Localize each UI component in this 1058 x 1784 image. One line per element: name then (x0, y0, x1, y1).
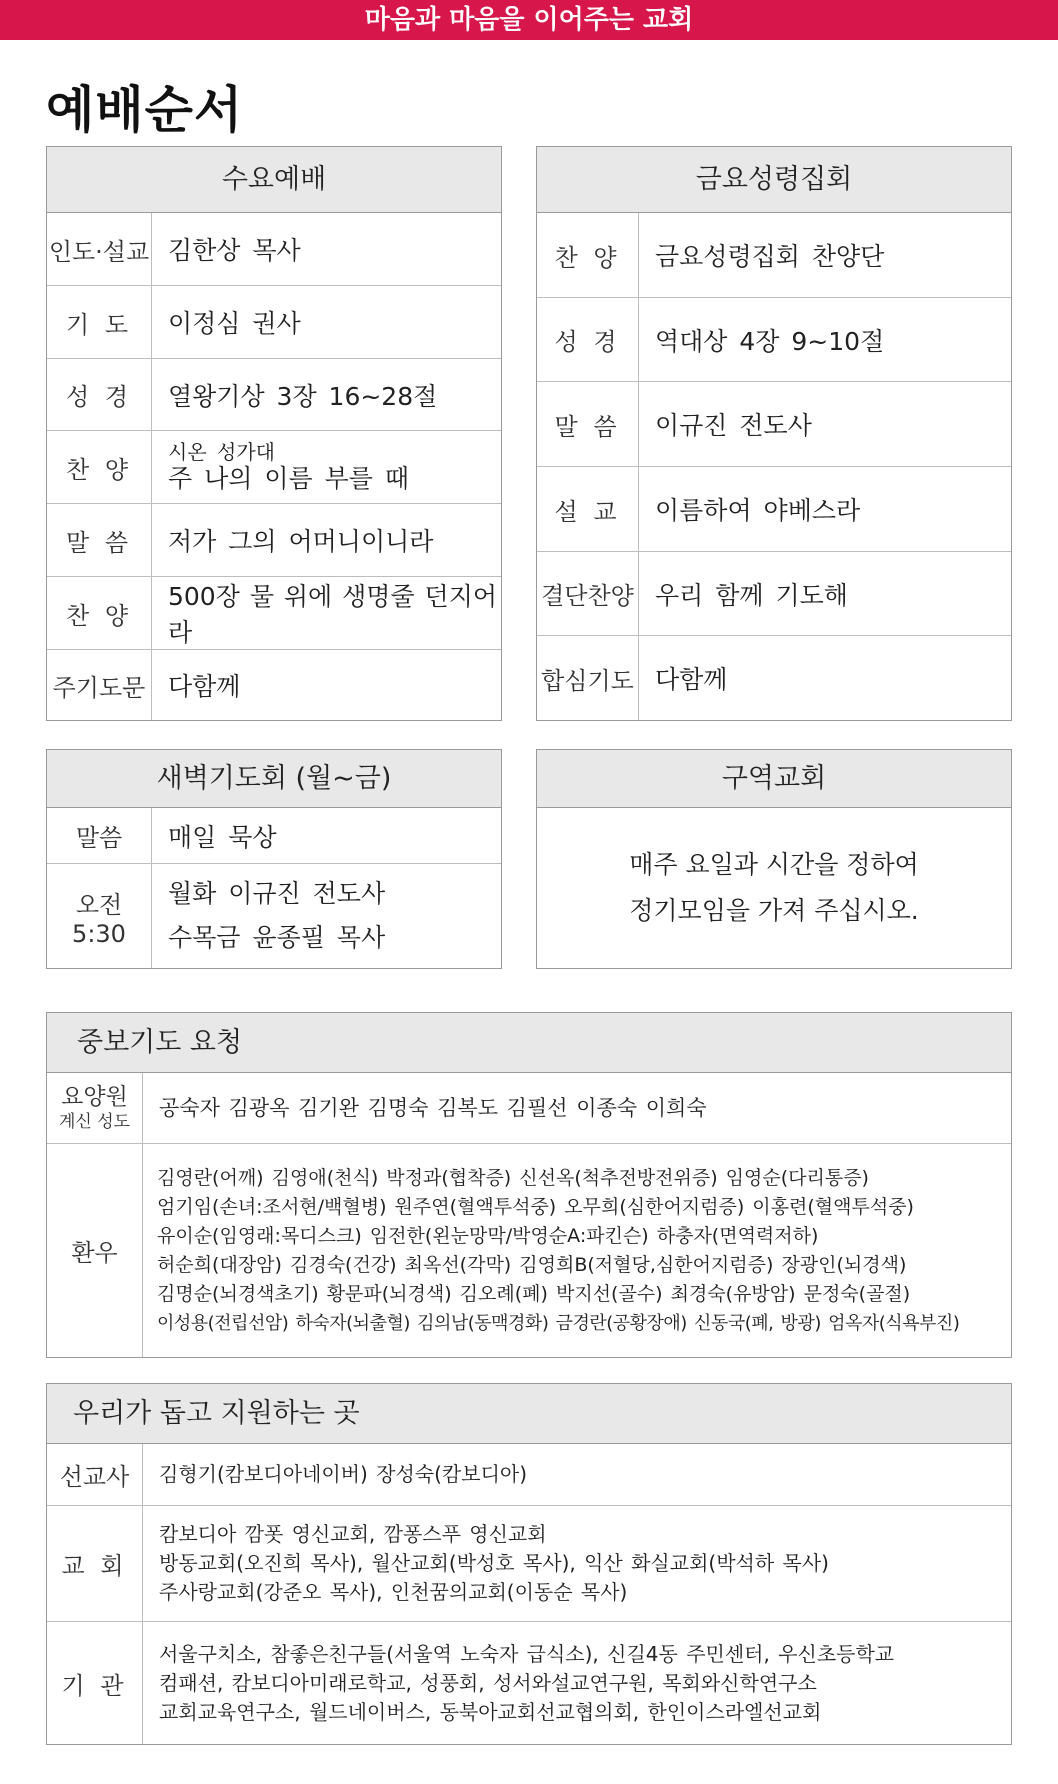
nursing-home-row (47, 1073, 1011, 1144)
friday-row-text: 역대상 4장 9~10절 (655, 326, 885, 356)
district-church-title: 구역교회 (537, 750, 1011, 808)
nursing-home-value (143, 1073, 1011, 1143)
wednesday-row-label: 말 씀 (47, 504, 152, 576)
dawn-prayer-title: 새벽기도회 (월~금) (47, 750, 501, 808)
wednesday-service-box (46, 146, 502, 721)
dawn-row-label: 말씀 (47, 808, 152, 863)
org-label: 기 관 (47, 1622, 143, 1744)
friday-row-text: 금요성령집회 찬양단 (655, 242, 885, 271)
wednesday-row-value (152, 359, 501, 430)
org-line: 교회교육연구소, 월드네이버스, 동북아교회선교협의회, 한인이스라엘선교회 (159, 1699, 822, 1724)
district-church-box (536, 749, 1012, 969)
nursing-home-names: 공숙자 김광옥 김기완 김명숙 김복도 김필선 이종숙 이희숙 (159, 1095, 707, 1120)
missionary-label: 선교사 (47, 1444, 143, 1505)
wednesday-row-label: 기 도 (47, 286, 152, 358)
wednesday-row-text: 이정심 권사 (168, 309, 301, 338)
dawn-row-text: 월화 이규진 전도사 (168, 879, 386, 908)
missionary-row (47, 1444, 1011, 1506)
wednesday-row-label: 주기도문 (47, 650, 152, 720)
wednesday-row-text: 시온 성가대 (168, 440, 275, 464)
friday-row (537, 298, 1011, 382)
wednesday-row-value (152, 431, 501, 503)
wednesday-row-text: 500장 물 위에 생명줄 던지어라 (168, 582, 498, 647)
friday-row-value (639, 636, 1011, 720)
wednesday-row-text: 저가 그의 어머니이니라 (168, 527, 434, 556)
wednesday-row-text: 김한상 목사 (168, 236, 301, 265)
dawn-row-value (152, 808, 501, 863)
org-value (143, 1622, 1011, 1744)
dawn-row-text: 수목금 윤종필 목사 (168, 923, 386, 952)
church-line: 방동교회(오진희 목사), 월산교회(박성호 목사), 익산 화실교회(박석하 목사) (159, 1551, 829, 1575)
nursing-home-label-sub: 계신 성도 (58, 1112, 131, 1132)
dawn-row-text: 매일 묵상 (168, 822, 277, 852)
friday-row (537, 636, 1011, 720)
patients-line: 허순희(대장암) 김경숙(건강) 최옥선(각막) 김영희B(저혈당,심한어지럼증) 장광인(뇌경색) (157, 1253, 907, 1276)
wednesday-row (47, 213, 501, 286)
wednesday-row (47, 286, 501, 359)
org-line: 컴패션, 캄보디아미래로학교, 성풍회, 성서와설교연구원, 목회와신학연구소 (159, 1670, 817, 1695)
wednesday-row-value (152, 286, 501, 358)
church-value (143, 1506, 1011, 1621)
friday-row-text: 이규진 전도사 (655, 411, 812, 440)
support-title: 우리가 돕고 지원하는 곳 (47, 1384, 1011, 1444)
district-church-line: 매주 요일과 시간을 정하여 (629, 850, 919, 879)
wednesday-row (47, 431, 501, 504)
friday-row-value (639, 298, 1011, 381)
church-line: 주사랑교회(강준오 목사), 인천꿈의교회(이동순 목사) (159, 1580, 628, 1604)
nursing-home-label-main: 요양원 (61, 1084, 128, 1110)
dawn-prayer-box (46, 749, 502, 969)
wednesday-row-text: 다함께 (168, 672, 241, 701)
patients-row (47, 1144, 1011, 1357)
top-banner: 마음과 마음을 이어주는 교회 (0, 0, 1058, 40)
friday-row-value (639, 382, 1011, 466)
friday-row-label: 합심기도 (537, 636, 639, 720)
prayer-request-title: 중보기도 요청 (47, 1013, 1011, 1073)
wednesday-row (47, 650, 501, 720)
friday-row-value (639, 213, 1011, 297)
wednesday-row (47, 504, 501, 577)
friday-row-label: 설 교 (537, 467, 639, 551)
wednesday-service-title: 수요예배 (47, 147, 501, 213)
patients-line: 유이순(임영래:목디스크) 임전한(왼눈망막/박영순A:파킨슨) 하충자(면역력저하) (157, 1224, 819, 1247)
friday-row-text: 다함께 (655, 665, 728, 694)
dawn-row (47, 864, 501, 968)
church-label: 교 회 (47, 1506, 143, 1621)
wednesday-row-label: 찬 양 (47, 577, 152, 649)
friday-service-box (536, 146, 1012, 721)
page-title: 예배순서 (46, 81, 244, 139)
wednesday-row-label: 찬 양 (47, 431, 152, 503)
wednesday-row-label: 인도·설교 (47, 213, 152, 285)
patients-line: 엄기임(손녀:조서현/백혈병) 원주연(혈액투석중) 오무희(심한어지럼증) 이홍련(혈액투석중) (157, 1195, 914, 1218)
friday-row-value (639, 552, 1011, 635)
patients-value (143, 1144, 1011, 1357)
friday-row-text: 우리 함께 기도해 (655, 580, 848, 610)
support-box (46, 1383, 1012, 1745)
org-line: 서울구치소, 참좋은친구들(서울역 노숙자 급식소), 신길4동 주민센터, 우신초등학교 (159, 1641, 895, 1666)
org-row (47, 1622, 1011, 1744)
patients-line: 이성용(전립선암) 하숙자(뇌출혈) 김의남(동맥경화) 금경란(공황장애) 신동국(폐, 방광) 엄옥자(식욕부진) (157, 1312, 960, 1334)
wednesday-row-value (152, 504, 501, 576)
dawn-row (47, 808, 501, 864)
dawn-row-value (152, 864, 501, 968)
friday-row (537, 467, 1011, 552)
friday-row-label: 찬 양 (537, 213, 639, 297)
friday-row-label: 성 경 (537, 298, 639, 381)
missionary-value (143, 1444, 1011, 1505)
wednesday-row (47, 577, 501, 650)
prayer-request-box (46, 1012, 1012, 1358)
district-church-text (537, 808, 1011, 968)
friday-row-label: 말 씀 (537, 382, 639, 466)
nursing-home-label (47, 1073, 143, 1143)
patients-line: 김영란(어깨) 김영애(천식) 박정과(협착증) 신선옥(척추전방전위증) 임영순(다리통증) (157, 1166, 869, 1189)
friday-service-title: 금요성령집회 (537, 147, 1011, 213)
missionary-names: 김형기(캄보디아네이버) 장성숙(캄보디아) (159, 1462, 528, 1486)
wednesday-row-value (152, 650, 501, 720)
dawn-row-label: 오전 5:30 (47, 864, 152, 968)
friday-row-value (639, 467, 1011, 551)
wednesday-row-label: 성 경 (47, 359, 152, 430)
wednesday-service-rows (47, 213, 501, 720)
friday-row (537, 382, 1011, 467)
friday-row-text: 이름하여 야베스라 (655, 496, 861, 525)
friday-row-label: 결단찬양 (537, 552, 639, 635)
wednesday-row-text: 주 나의 이름 부를 때 (168, 464, 409, 493)
friday-service-rows (537, 213, 1011, 720)
church-row (47, 1506, 1011, 1622)
patients-label: 환우 (47, 1144, 143, 1357)
wednesday-row-value (152, 213, 501, 285)
wednesday-row-text: 열왕기상 3장 16~28절 (168, 381, 438, 411)
wednesday-row-value (152, 577, 501, 649)
church-line: 캄보디아 깜폿 영신교회, 깜퐁스푸 영신교회 (159, 1522, 547, 1546)
friday-row (537, 213, 1011, 298)
patients-line: 김명순(뇌경색초기) 황문파(뇌경색) 김오례(폐) 박지선(골수) 최경숙(유방암) 문정숙(골절) (157, 1282, 911, 1305)
district-church-line: 정기모임을 가져 주십시오. (629, 896, 919, 925)
wednesday-row (47, 359, 501, 431)
friday-row (537, 552, 1011, 636)
